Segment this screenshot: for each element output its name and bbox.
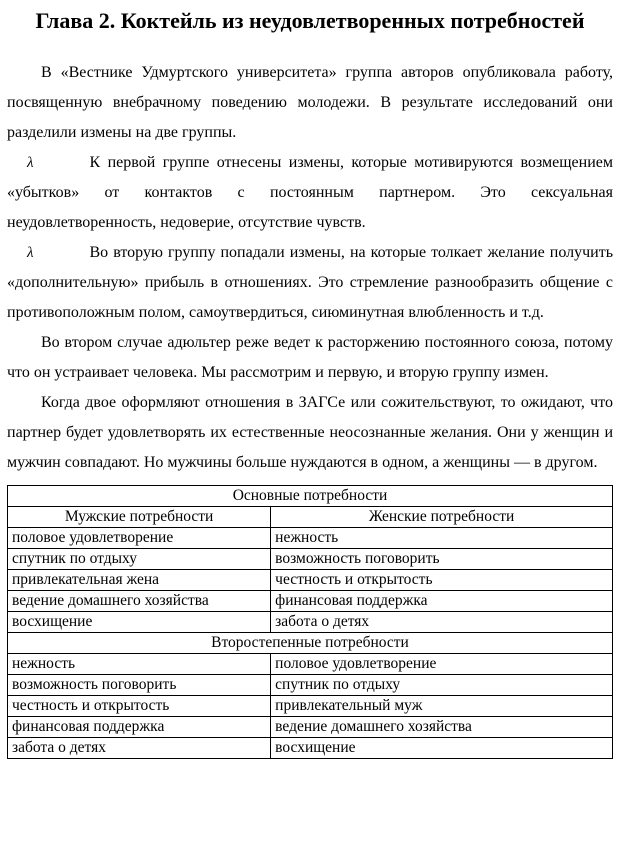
cell-male: нежность: [8, 654, 271, 675]
paragraph-3-bulleted: [7, 238, 613, 328]
section1-title: Основные потребности: [8, 486, 613, 507]
col-header-female: Женские потребности: [271, 507, 613, 528]
cell-male: возможность поговорить: [8, 675, 271, 696]
cell-female: восхищение: [271, 738, 613, 759]
table-row: [8, 717, 613, 738]
table-row: [8, 570, 613, 591]
bullet-icon: λ: [27, 155, 34, 171]
table-row: [8, 738, 613, 759]
table-section-header: [8, 633, 613, 654]
cell-female: забота о детях: [271, 612, 613, 633]
cell-female: половое удовлетворение: [271, 654, 613, 675]
cell-male: забота о детях: [8, 738, 271, 759]
table-row: [8, 528, 613, 549]
table-row: [8, 591, 613, 612]
cell-female: ведение домашнего хозяйства: [271, 717, 613, 738]
paragraph-5: Когда двое оформляют отношения в ЗАГСе или сожительствуют, то ожидают, что партнер будет удовлетворять их естественные неосознанные желания. Они у женщин и мужчин совпадают. Но мужчины больше нуждаются в одном, а женщины — в другом.: [7, 394, 613, 471]
needs-table: [7, 485, 613, 759]
paragraph-1: В «Вестнике Удмуртского университета» группа авторов опубликовала работу, посвященную внебрачному поведению молодежи. В результате исследований они разделили измены на две группы.: [7, 64, 613, 141]
cell-male: спутник по отдыху: [8, 549, 271, 570]
table-row: [8, 549, 613, 570]
paragraph-4: Во втором случае адюльтер реже ведет к расторжению постоянного союза, потому что он устраивает человека. Мы рассмотрим и первую, и вторую группу измен.: [7, 334, 613, 381]
cell-female: привлекательный муж: [271, 696, 613, 717]
cell-female: спутник по отдыху: [271, 675, 613, 696]
table-column-headers: [8, 507, 613, 528]
table-row: [8, 612, 613, 633]
bullet-icon: λ: [27, 245, 34, 261]
table-row: [8, 696, 613, 717]
paragraph-2-bulleted: [7, 148, 613, 238]
cell-male: честность и открытость: [8, 696, 271, 717]
cell-male: привлекательная жена: [8, 570, 271, 591]
cell-female: нежность: [271, 528, 613, 549]
cell-male: половое удовлетворение: [8, 528, 271, 549]
cell-male: финансовая поддержка: [8, 717, 271, 738]
cell-female: возможность поговорить: [271, 549, 613, 570]
paragraph-2-text: К первой группе отнесены измены, которые мотивируются возмещением «убытков» от контактов с постоянным партнером. Это сексуальная неудовлетворенность, недоверие, отсутствие чувств.: [7, 154, 613, 231]
section2-title: Второстепенные потребности: [8, 633, 613, 654]
cell-female: честность и открытость: [271, 570, 613, 591]
chapter-title: Глава 2. Коктейль из неудовлетворенных потребностей: [35, 8, 585, 33]
table-section-header: [8, 486, 613, 507]
cell-male: ведение домашнего хозяйства: [8, 591, 271, 612]
table-row: [8, 675, 613, 696]
cell-male: восхищение: [8, 612, 271, 633]
cell-female: финансовая поддержка: [271, 591, 613, 612]
table-row: [8, 654, 613, 675]
paragraph-3-text: Во вторую группу попадали измены, на которые толкает желание получить «дополнительную» прибыль в отношениях. Это стремление разнообразить общение с противоположным полом, самоутвердиться, сиюминутная влюбленность и т.д.: [7, 244, 613, 321]
col-header-male: Мужские потребности: [8, 507, 271, 528]
